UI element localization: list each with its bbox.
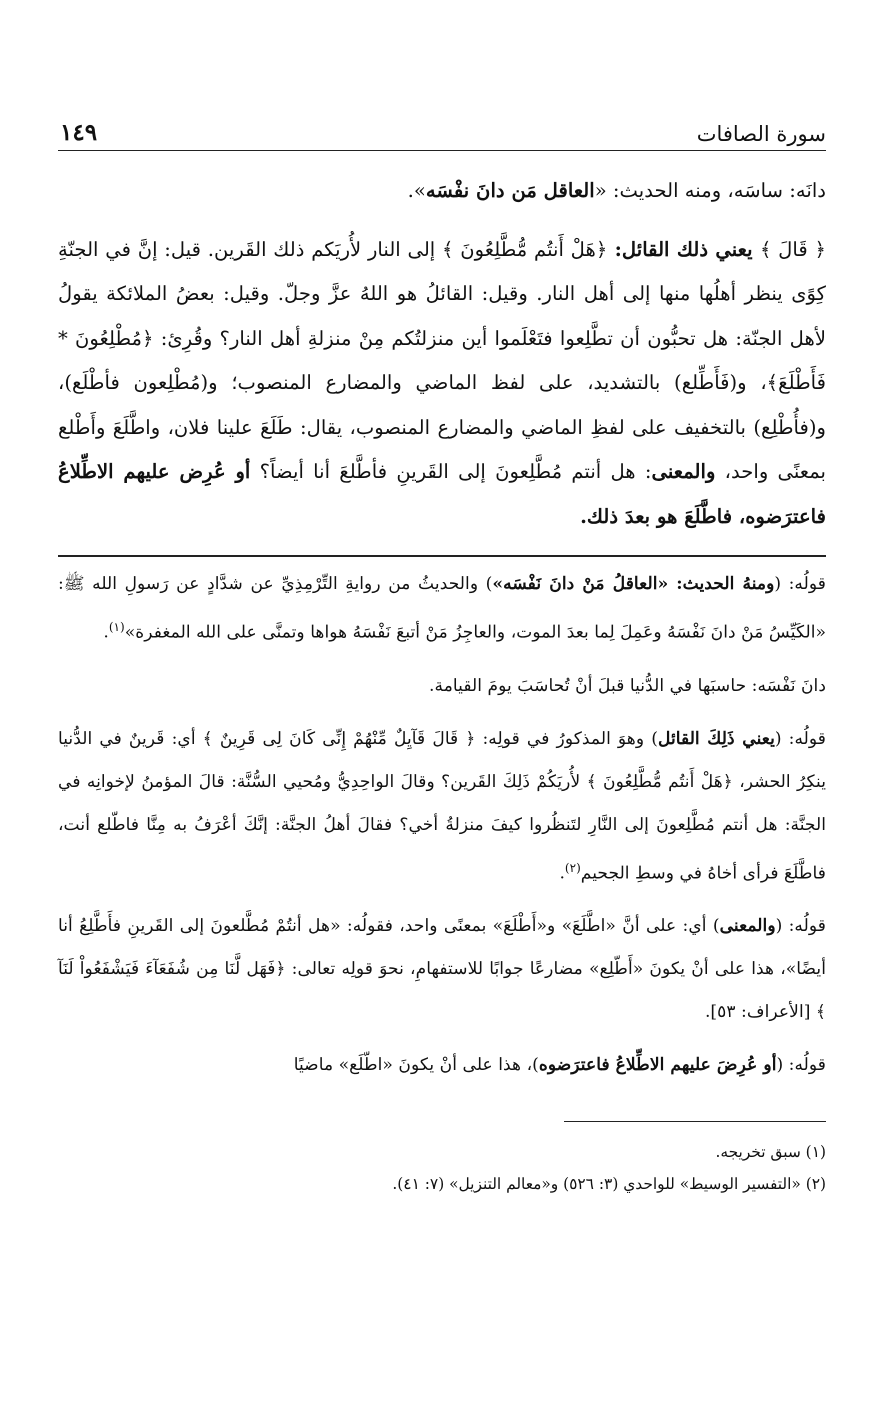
surah-title: سورة الصافات bbox=[689, 122, 826, 146]
main-paragraph-1: دانَه: ساسَه، ومنه الحديث: «العاقل مَن دانَ نفْسَه». bbox=[407, 179, 826, 202]
quran-quote: ﴿هَلْ أَنتُم مُّطَّلِعُونَ ﴾ bbox=[586, 771, 733, 792]
quran-quote: ﴿ قَالَ ﴾ bbox=[759, 237, 827, 261]
hashiya-notes bbox=[58, 563, 826, 1087]
footnotes bbox=[58, 1136, 826, 1200]
note-paragraph: قولُه: (ومنهُ الحديث: «العاقلُ مَنْ دانَ نَفْسَه») والحديثُ من روايةِ التِّرْمِذِيِّ عن شدَّادٍ عن رَسولِ الله ﷺ: «الكَيِّسُ مَنْ دانَ نَفْسَهُ وعَمِلَ لِما بعدَ الموت، والعاجِزُ مَنْ أتبعَ نَفْسَهُ هواها وتمنَّى على الله المغفرة»$^{(١)}$. bbox=[58, 574, 826, 643]
main-commentary bbox=[58, 169, 826, 539]
main-paragraph-2: ﴿ قَالَ ﴾ يعني ذلك القائل: ﴿هَلْ أَنتُم مُّطَّلِعُونَ ﴾ إلى النار لأُريَكم ذلك القَرين. قيل: إنَّ في الجنّةِ كِوًى ينظر أهلُها منها إلى أهل النار. وقيل: القائلُ هو اللهُ عزَّ وجلّ. وقيل: بعضُ الملائكة يقولُ لأهل الجنّة: هل تحبُّون أن تطَّلِعوا فتَعْلَموا أين منزلتُكم مِنْ منزلةِ أهل النار؟ وقُرِئ: ﴿مُطْلِعُونَ * فَأَطْلَعَ﴾، و(فَأَطِّلع) بالتشديد، على لفظ الماضي والمضارع المنصوب؛ و(مُطْلِعون فأطْلَع)، و(فأُطْلِع) بالتخفيف على لفظِ الماضي والمضارع المنصوب، يقال: طَلَعَ علينا فلان، واطَّلَعَ وأَطْلع بمعنًى واحد، والمعنى: هل أنتم مُطَّلِعونَ إلى القَرينِ فأطَّلعَ أنا أيضاً؟ أو عُرِض عليهم الاطِّلاعُ فاعترَضوه، فاطَّلَعَ هو بعدَ ذلك. bbox=[58, 237, 827, 528]
footnote-ref: (١) bbox=[108, 620, 125, 634]
note-paragraph: قولُه: (يعني ذَلِكَ القائل) وهوَ المذكورُ في قولِه: ﴿ قَالَ قَآيِلٌ مِّنْهُمْ إِنِّى كَانَ لِى قَرِينٌ ﴾ أي: قَرينٌ في الدُّنيا ينكِرُ الحشر، ﴿هَلْ أَنتُم مُّطَّلِعُونَ ﴾ لأُريَكُمْ ذَلِكَ القَرين؟ وقالَ الواحِدِيُّ ومُحيي السُّنَّة: قالَ المؤمنُ لإخوانِه في الجنَّة: هل أنتم مُطَّلِعونَ إلى النَّارِ لتَنظُروا كيفَ منزلةُ أخي؟ فقالَ أهلُ الجنَّة: إنَّكَ أعْرَفُ به مِنَّا فاطّلع أنت، فاطَّلَعَ فرأى أخاهُ في وسطِ الجحيم$^{(٢)}$. bbox=[58, 728, 826, 884]
page-number: ١٤٩ bbox=[60, 119, 105, 146]
quran-quote: ﴿مُطْلِعُونَ * فَأَطْلَعَ﴾ bbox=[58, 326, 826, 394]
page-header bbox=[58, 110, 826, 151]
footnote-divider-wrap bbox=[58, 1121, 826, 1122]
section-divider bbox=[58, 555, 826, 557]
note-paragraph: قولُه: (والمعنى) أي: على أنَّ «اطَّلَعَ» و«أَطْلَعَ» بمعنًى واحد، فقولُه: «هل أنتُمْ مُطَّلعونَ إلى القَرينِ فأَطَّلِعُ أنا أيضًا»، هذا على أنْ يكونَ «أَطّلِع» مضارعًا جوابًا للاستفهامِ، نحوَ قولِه تعالى: ﴿فَهَل لَّنَا مِن شُفَعَآءَ فَيَشْفَعُواْ لَنَآ ﴾ [الأعراف: ٥٣]. bbox=[58, 916, 826, 1023]
quran-quote: ﴿ قَالَ قَآيِلٌ مِّنْهُمْ إِنِّى كَانَ لِى قَرِينٌ ﴾ bbox=[202, 728, 476, 749]
book-page bbox=[58, 110, 826, 1200]
quran-quote: ﴿هَلْ أَنتُم مُّطَّلِعُونَ ﴾ bbox=[442, 237, 608, 261]
footnote-divider bbox=[564, 1121, 826, 1122]
quran-quote: ﴿فَهَل لَّنَا مِن شُفَعَآءَ فَيَشْفَعُواْ لَنَآ ﴾ bbox=[58, 959, 826, 1023]
note-paragraph: دانَ نَفْسَه: حاسبَها في الدُّنيا قبلَ أنْ تُحاسَبَ يومَ القيامة. bbox=[429, 675, 826, 696]
footnote-2: (٢) «التفسير الوسيط» للواحدي (٣: ٥٢٦) و«معالم التنزيل» (٧: ٤١). bbox=[392, 1175, 826, 1194]
footnote-ref: (٢) bbox=[564, 860, 581, 875]
note-paragraph: قولُه: (أو عُرِضَ عليهم الاطِّلاعُ فاعترَضوه)، هذا على أنْ يكونَ «اطّلَع» ماضيًا bbox=[293, 1055, 826, 1076]
hadith-quote: العاقل مَن دانَ نفْسَه bbox=[425, 179, 595, 202]
footnote-1: (١) سبق تخريجه. bbox=[715, 1143, 826, 1162]
